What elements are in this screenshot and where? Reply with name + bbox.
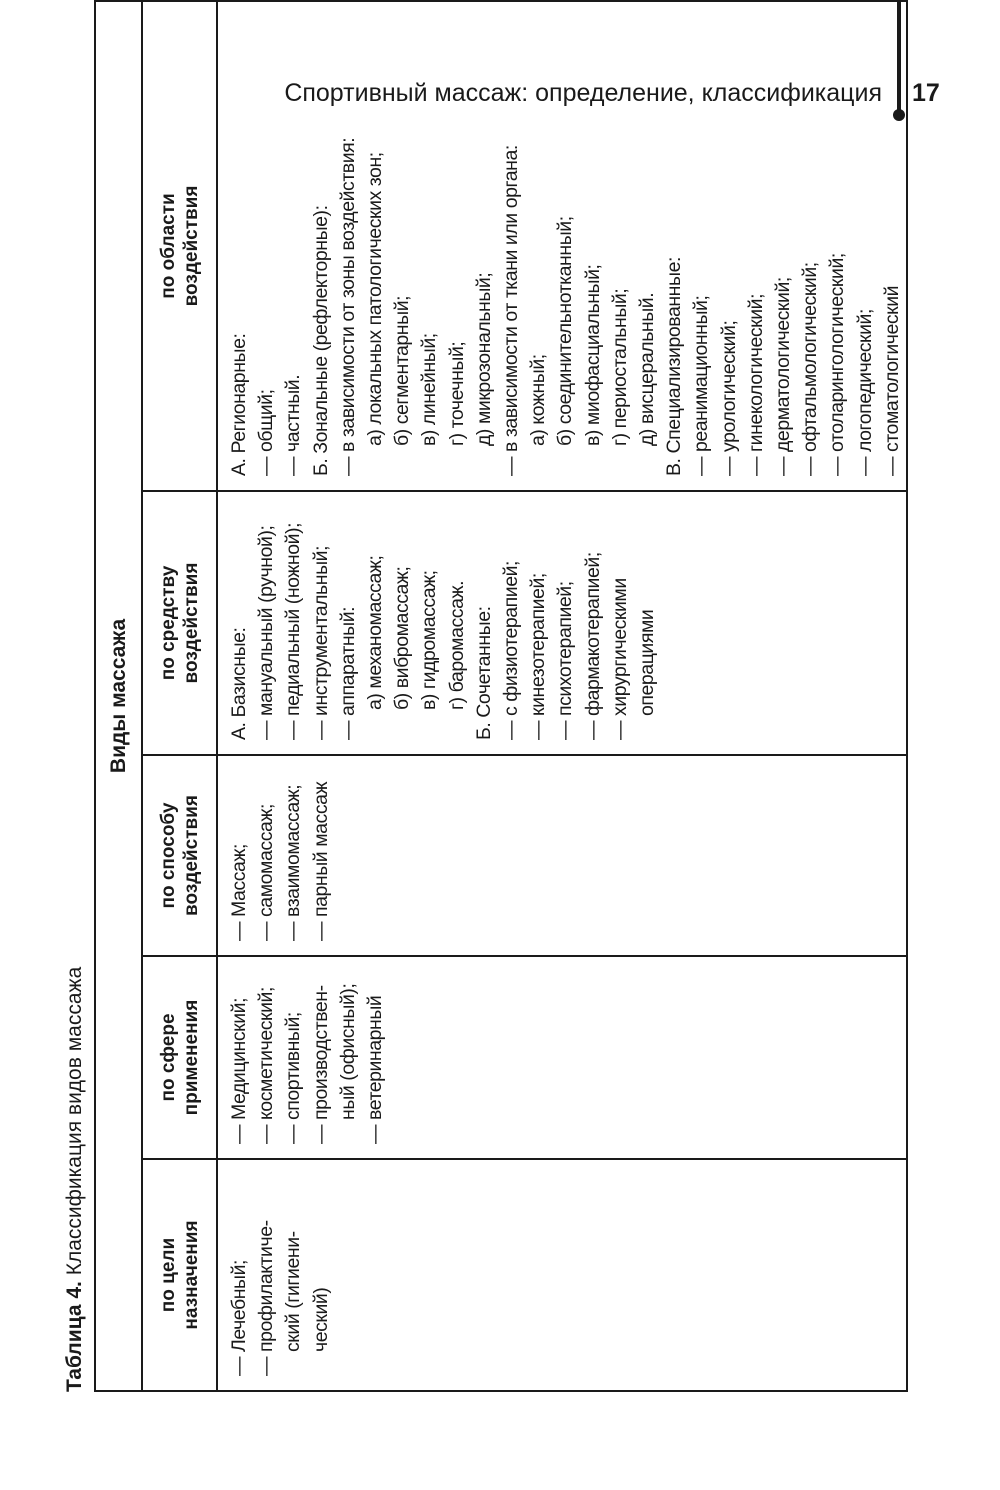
list-item	[471, 8, 498, 476]
list-item-text: Медицинский;	[228, 997, 250, 1120]
list-item-text: спортивный;	[282, 1012, 305, 1120]
list-item-text: профилактиче-	[255, 1220, 278, 1352]
column-header-line: по области	[157, 193, 179, 299]
list-item	[552, 8, 579, 476]
list-item	[308, 762, 335, 941]
column-header-line: воздействия	[180, 795, 202, 916]
column-header-line: по средству	[157, 565, 179, 681]
column-header-line: применения	[180, 999, 202, 1116]
list-item	[661, 8, 688, 476]
list-item-text: общий;	[255, 389, 278, 452]
table-caption	[56, 967, 94, 1392]
list-item-dash: —	[364, 1124, 387, 1144]
list-item-dash: —	[228, 1124, 250, 1144]
list-item	[416, 498, 443, 740]
list-item-dash: —	[255, 921, 278, 941]
table-cell	[217, 755, 907, 956]
massage-classification-table	[94, 0, 908, 1392]
column-header-line: воздействия	[180, 562, 202, 684]
list-item	[335, 498, 362, 740]
list-item	[389, 498, 416, 740]
column-header	[142, 1, 217, 491]
list-item	[580, 498, 607, 740]
list-item-dash: —	[336, 456, 359, 476]
list-item	[688, 8, 715, 476]
list-item	[580, 8, 607, 476]
list-item	[716, 8, 743, 476]
list-item	[308, 1166, 335, 1376]
list-item-dash: —	[255, 1356, 278, 1376]
list-item	[552, 498, 579, 740]
list-item	[362, 963, 389, 1144]
list-item	[308, 498, 335, 740]
list-item-dash: —	[228, 1356, 250, 1376]
list-item-text: операциями	[636, 609, 659, 716]
list-item-text: А. Базисные:	[228, 627, 250, 740]
list-item-dash: —	[282, 720, 305, 740]
column-header-line: по сфере	[157, 1013, 179, 1102]
list-item-dash: —	[554, 720, 577, 740]
list-item-text: г) точечный;	[445, 341, 468, 446]
column-header-line: воздействия	[180, 185, 202, 307]
list-item	[253, 963, 280, 1144]
list-item	[607, 498, 634, 740]
table-caption-label: Таблица 4.	[63, 1281, 86, 1392]
page-number: 17	[912, 79, 940, 107]
list-item-text: б) вибромассаж;	[391, 566, 414, 710]
list-item-text: в зависимости от зоны воздействия:	[336, 137, 359, 452]
list-item-text: а) кожный;	[527, 354, 550, 446]
list-item-text: ческий)	[309, 1287, 332, 1352]
list-item-text: б) соединительнотканный;	[554, 216, 577, 446]
list-item-text: г) периостальный;	[608, 288, 631, 446]
list-item-text: инструментальный;	[309, 545, 332, 716]
list-item-dash: —	[282, 1124, 305, 1144]
list-item	[416, 8, 443, 476]
list-item-text: аппаратный:	[336, 606, 359, 716]
list-item	[253, 1166, 280, 1376]
list-item-dash: —	[744, 456, 767, 476]
column-header-row	[142, 1, 217, 1391]
list-item	[308, 8, 335, 476]
list-item-text: д) микрозональный;	[472, 272, 495, 446]
list-item-text: а) локальных патологических зон;	[364, 152, 387, 446]
list-item-text: д) висцеральный.	[636, 292, 659, 446]
list-item	[280, 762, 307, 941]
list-item	[362, 498, 389, 740]
list-item-dash: —	[309, 1124, 332, 1144]
table-cell	[217, 956, 907, 1159]
column-header	[142, 1159, 217, 1391]
list-item-dash: —	[282, 921, 305, 941]
list-item-dash: —	[255, 1124, 278, 1144]
list-item-text: Б. Зональные (рефлекторные):	[309, 205, 332, 476]
list-item-dash: —	[500, 456, 523, 476]
list-item	[308, 963, 335, 1144]
list-item	[362, 8, 389, 476]
list-item-text: педиальный (ножной);	[282, 522, 305, 716]
list-item	[879, 8, 906, 476]
list-item-text: Б. Сочетанные:	[472, 606, 495, 740]
list-item	[253, 762, 280, 941]
list-item	[389, 8, 416, 476]
list-item	[797, 8, 824, 476]
list-item-dash: —	[255, 720, 278, 740]
list-item-text: В. Специализированные:	[663, 257, 686, 476]
list-item-text: с физиотерапией;	[500, 560, 523, 716]
list-item-dash: —	[309, 720, 332, 740]
list-item-dash: —	[853, 456, 876, 476]
list-item-text: в) гидромассаж;	[418, 570, 441, 710]
list-item-dash: —	[772, 456, 795, 476]
list-item	[743, 8, 770, 476]
list-item	[525, 8, 552, 476]
list-item	[280, 8, 307, 476]
list-item-dash: —	[282, 456, 305, 476]
list-item	[525, 498, 552, 740]
list-item	[226, 1166, 253, 1376]
list-item-text: г) баромассаж.	[445, 580, 468, 710]
list-item	[471, 498, 498, 740]
list-item	[444, 498, 471, 740]
list-item-dash: —	[309, 921, 332, 941]
list-item-dash: —	[228, 921, 250, 941]
list-item	[253, 498, 280, 740]
list-item-dash: —	[581, 720, 604, 740]
column-header	[142, 491, 217, 755]
list-item-dash: —	[500, 720, 523, 740]
list-item-text: частный.	[282, 374, 305, 452]
list-item	[634, 8, 661, 476]
list-item	[280, 498, 307, 740]
list-item	[634, 498, 661, 740]
column-header	[142, 956, 217, 1159]
list-item-text: кинезотерапией;	[527, 573, 550, 716]
list-item	[226, 8, 253, 476]
list-item-text: Массаж;	[228, 844, 250, 917]
list-item-text: в) миофасциальный;	[581, 264, 604, 446]
list-item	[852, 8, 879, 476]
list-item-dash: —	[717, 456, 740, 476]
list-item	[280, 1166, 307, 1376]
table-row	[217, 1, 907, 1391]
list-item-dash: —	[608, 720, 631, 740]
list-item-text: в зависимости от ткани или органа:	[500, 145, 523, 452]
list-item-dash: —	[826, 456, 849, 476]
column-header-line: по способу	[157, 802, 179, 909]
list-item-dash: —	[880, 456, 903, 476]
list-item	[335, 963, 362, 1144]
list-item	[226, 498, 253, 740]
list-item-text: отоларингологический;	[826, 253, 849, 452]
column-header-line: по цели	[157, 1237, 179, 1313]
list-item	[280, 963, 307, 1144]
list-item-text: психотерапией;	[554, 581, 577, 716]
list-item-text: Лечебный;	[228, 1260, 250, 1352]
list-item	[226, 762, 253, 941]
list-item	[770, 8, 797, 476]
list-item-text: дерматологический;	[772, 277, 795, 452]
list-item-text: реанимационный;	[690, 295, 713, 452]
list-item-dash: —	[527, 720, 550, 740]
list-item-dash: —	[799, 456, 822, 476]
list-item	[607, 8, 634, 476]
list-item	[253, 8, 280, 476]
list-item-text: офтальмологический;	[799, 262, 822, 452]
rotated-table-block	[56, 2, 903, 1392]
super-header: Виды массажа	[95, 1, 142, 1391]
table-cell	[217, 1159, 907, 1391]
list-item-text: ский (гигиени-	[282, 1231, 305, 1352]
column-header-line: назначения	[180, 1220, 202, 1330]
list-item	[498, 8, 525, 476]
running-title: Спортивный массаж: определение, классификация	[284, 79, 882, 107]
table-cell	[217, 491, 907, 755]
list-item-text: б) сегментарный;	[391, 295, 414, 446]
list-item	[824, 8, 851, 476]
list-item-text: стоматологический	[880, 285, 903, 452]
list-item-dash: —	[255, 456, 278, 476]
list-item	[335, 8, 362, 476]
column-header	[142, 755, 217, 956]
list-item-text: гинекологический;	[744, 293, 767, 452]
list-item-dash: —	[336, 720, 359, 740]
list-item	[444, 8, 471, 476]
list-item-text: в) линейный;	[418, 333, 441, 446]
list-item-dash: —	[690, 456, 713, 476]
list-item-text: парный массаж	[309, 781, 332, 917]
list-item-text: ный (офисный);	[336, 983, 359, 1120]
list-item	[226, 963, 253, 1144]
list-item-text: взаимомассаж;	[282, 784, 305, 917]
table-caption-text: Классификация видов массажа	[63, 966, 86, 1282]
list-item-text: А. Регионарные:	[228, 333, 250, 476]
list-item	[498, 498, 525, 740]
list-item-text: логопедический;	[853, 309, 876, 452]
list-item-text: фармакотерапией;	[581, 552, 604, 716]
list-item-text: урологический;	[717, 320, 740, 452]
list-item-text: хирургическими	[608, 578, 631, 716]
list-item-text: мануальный (ручной);	[255, 525, 278, 716]
list-item-text: ветеринарный	[364, 995, 387, 1120]
table-cell	[217, 1, 907, 491]
list-item-text: самомассаж;	[255, 804, 278, 917]
list-item-text: косметический;	[255, 987, 278, 1120]
list-item-text: производствен-	[309, 985, 332, 1120]
list-item-text: а) механомассаж;	[364, 555, 387, 710]
